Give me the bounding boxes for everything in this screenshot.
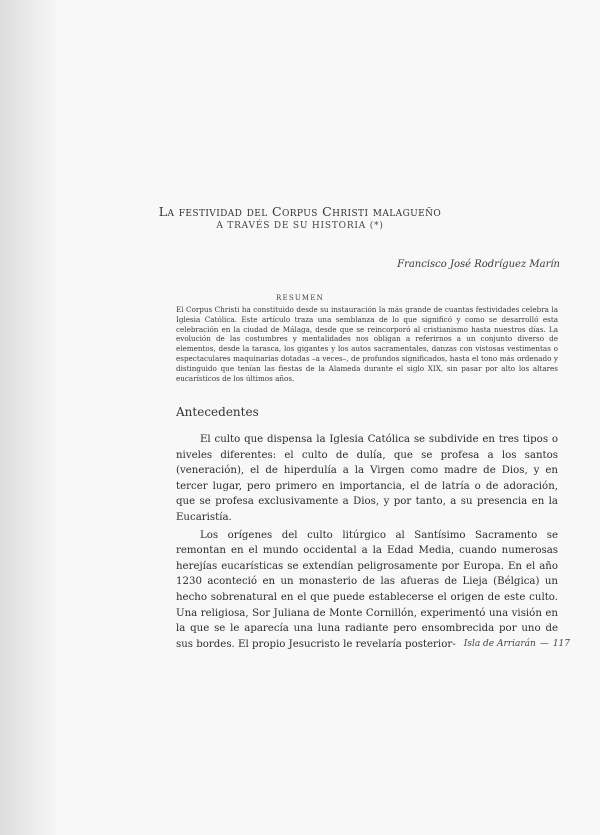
body-paragraph: Los orígenes del culto litúrgico al Santísimo Sacramento se remontan en el mundo occidental a la Edad Media, cuando numerosas herejías eucarísticas se extendían peligrosamente por Europa. En el año 1230 aconteció en un monasterio de las afueras de Lieja (Bélgica) un hecho sobrenatural en el que puede establecerse el origen de este culto. Una religiosa, Sor Juliana de Monte Cornillón, experimentó una visión en la que se le aparecía una luna radiante pero ensombrecida por uno de sus bordes. El propio Jesucristo le revelaría posterior- (176, 529, 558, 650)
page-number: 117 (552, 639, 570, 649)
article-subtitle: A TRAVÉS DE SU HISTORIA (*) (216, 221, 384, 231)
page-footer (464, 639, 570, 649)
scan-shadow-edge (0, 0, 56, 835)
footer-separator: — (539, 639, 549, 649)
section-body (176, 432, 558, 654)
article-author: Francisco José Rodríguez Marín (397, 259, 560, 270)
body-paragraph: El culto que dispensa la Iglesia Católica se subdivide en tres tipos o niveles diferentes: el culto de dulía, que se profesa a los santos (veneración), el de hiperdulía a la Virgen como madre de Dios, y en tercer lugar, pero primero en importancia, el de latría o de adoración, que se profesa exclusivamente a Dios, y por tanto, a su presencia en la Eucaristía. (176, 434, 558, 523)
article-title: La festividad del Corpus Christi malagueño (158, 204, 442, 219)
abstract-heading: RESUMEN (276, 294, 324, 302)
section-heading: Antecedentes (176, 405, 259, 419)
abstract-text: El Corpus Christi ha constituido desde su instauración la más grande de cuantas festividades celebra la Iglesia Católica. Este artículo traza una semblanza de lo que significó y como se desarrolló esta celebración en la ciudad de Málaga, desde que se reincorporó al cristianismo hasta nuestros días. La evolución de las costumbres y mentalidades nos obligan a referirnos a un conjunto diverso de elementos, desde la tarasca, los gigantes y los autos sacramentales, danzas con vistosas vestimentas o espectaculares maquinarias dotadas –a veces–, de profundos significados, hasta el tono más ordenado y distinguido que tenían las fiestas de la Alameda durante el siglo XIX, sin pasar por alto los altares eucarísticos de los últimos años. (176, 305, 558, 383)
journal-name: Isla de Arriarán (463, 639, 536, 649)
document-page (56, 0, 600, 835)
